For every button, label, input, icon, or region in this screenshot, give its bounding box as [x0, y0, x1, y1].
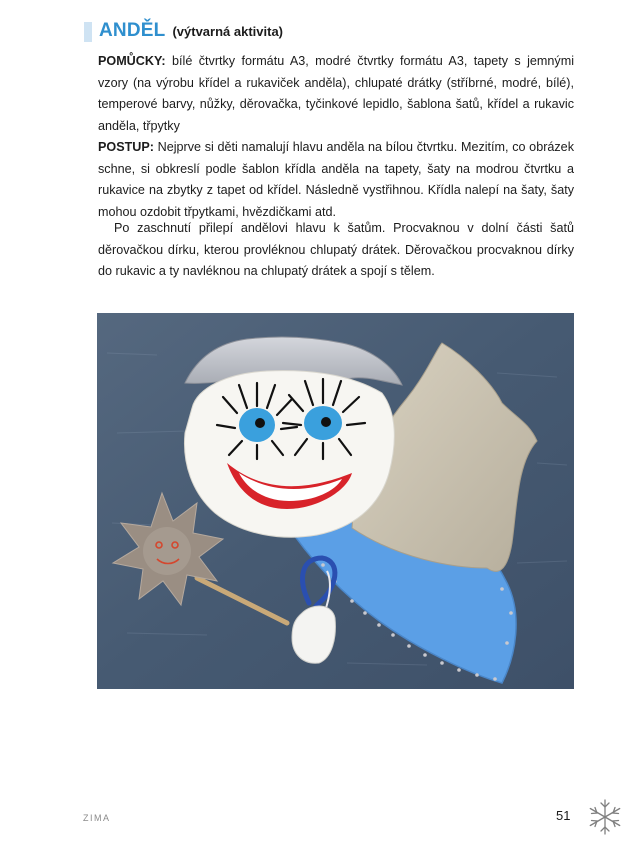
procedure-text: Nejprve si děti namalují hlavu anděla na bílou čtvrtku. Mezitím, co obrázek schne, si obkreslí podle šablon křídla anděla na tapety, šaty na modrou čtvrtku a rukavice na zbytky z tapet od křídel. Následně vystřihnou. Křídla nalepí na šaty, šaty mohou ozdobit třpytkami, hvězdičkami atd.	[98, 140, 574, 219]
right-pupil	[321, 417, 331, 427]
snowflake-icon	[585, 797, 625, 837]
sun-center	[143, 527, 191, 575]
page-number: 51	[556, 808, 571, 823]
supplies-paragraph	[98, 51, 574, 137]
angel-craft-photo	[97, 313, 574, 689]
page-heading	[99, 20, 283, 44]
page-subtitle: (výtvarná aktivita)	[172, 24, 284, 39]
left-pupil	[255, 418, 265, 428]
footer-section-label: ZIMA	[83, 813, 111, 823]
supplies-text: bílé čtvrtky formátu A3, modré čtvrtky formátu A3, tapety s jemnými vzory (na výrobu křídel a rukaviček anděla), chlupaté drátky (stříbrné, modré, bílé), temperové barvy, nůžky, děrovačka, tyčinkové lepidlo, šablona šatů, křídel a rukavic anděla, třpytky	[98, 54, 574, 133]
finishing-text: Po zaschnutí přilepí andělovi hlavu k šatům. Procvaknou v dolní části šatů děrovačkou dírku, kterou provléknou chlupatý drátek. Děrovačkou procvaknou dírky do rukavic a ty navléknou na chlupatý drátek a spojí s tělem.	[98, 221, 574, 279]
finishing-paragraph	[98, 218, 574, 283]
procedure-label: POSTUP:	[98, 140, 154, 154]
title-accent-bar	[84, 22, 92, 42]
procedure-paragraph	[98, 137, 574, 223]
page-title: ANDĚL	[99, 20, 166, 41]
supplies-label: POMŮCKY:	[98, 54, 166, 68]
